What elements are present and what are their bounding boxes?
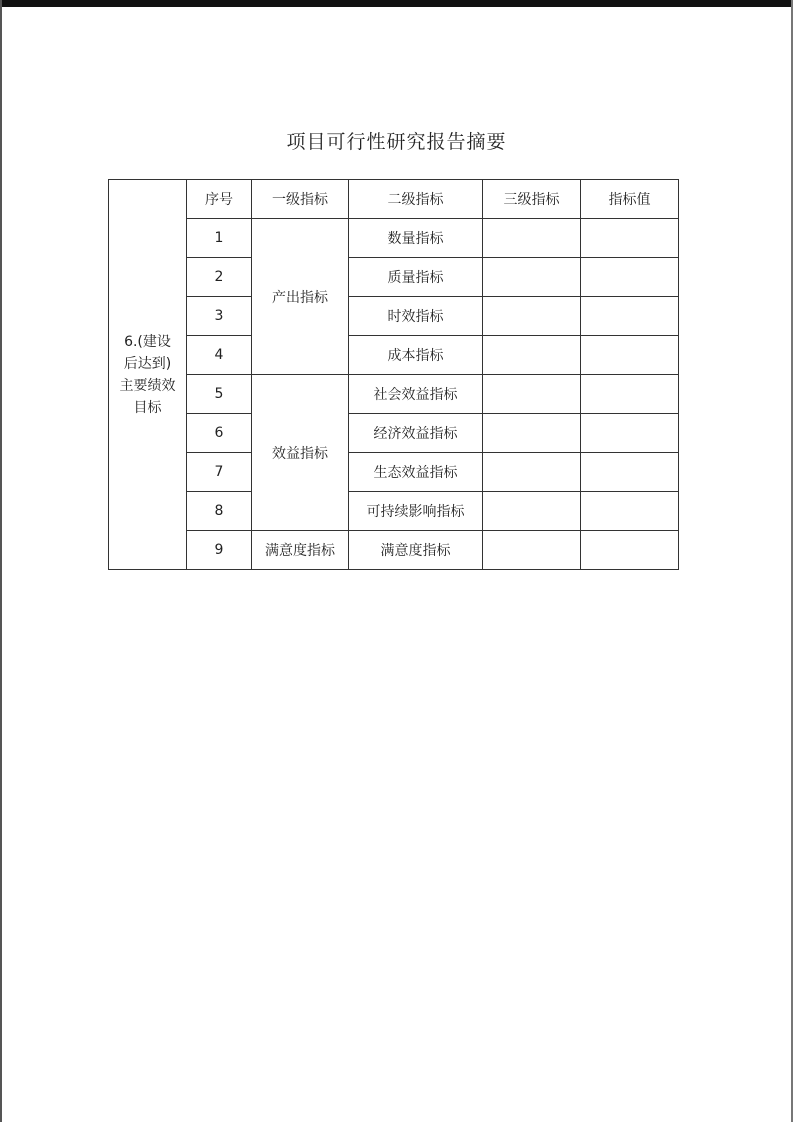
column-header-no: 序号 xyxy=(187,180,252,219)
table-row xyxy=(109,414,679,453)
indicator-value-cell[interactable] xyxy=(581,258,679,297)
row-header-line: 主要绩效 xyxy=(119,377,176,394)
performance-target-table xyxy=(108,179,679,570)
row-number: 5 xyxy=(187,375,252,414)
table-row xyxy=(109,375,679,414)
row-number: 1 xyxy=(187,219,252,258)
level2-indicator: 时效指标 xyxy=(349,297,483,336)
group-satisfaction-indicators: 满意度指标 xyxy=(252,531,349,570)
level2-indicator: 生态效益指标 xyxy=(349,453,483,492)
indicator-value-cell[interactable] xyxy=(581,297,679,336)
row-header-cell xyxy=(109,180,187,570)
level2-indicator: 满意度指标 xyxy=(349,531,483,570)
column-header-level3: 三级指标 xyxy=(483,180,581,219)
level3-indicator-cell[interactable] xyxy=(483,453,581,492)
row-number: 7 xyxy=(187,453,252,492)
page-title: 项目可行性研究报告摘要 xyxy=(286,131,507,153)
indicator-value-cell[interactable] xyxy=(581,453,679,492)
level3-indicator-cell[interactable] xyxy=(483,258,581,297)
level3-indicator-cell[interactable] xyxy=(483,297,581,336)
row-number: 3 xyxy=(187,297,252,336)
level2-indicator: 经济效益指标 xyxy=(349,414,483,453)
row-header-line: 6.(建设 xyxy=(124,333,171,350)
level2-indicator: 质量指标 xyxy=(349,258,483,297)
table-row xyxy=(109,219,679,258)
scan-border-top xyxy=(0,0,793,7)
row-number: 4 xyxy=(187,336,252,375)
level3-indicator-cell[interactable] xyxy=(483,531,581,570)
row-number: 8 xyxy=(187,492,252,531)
indicator-value-cell[interactable] xyxy=(581,336,679,375)
group-output-indicators: 产出指标 xyxy=(252,219,349,375)
table-header-row xyxy=(109,180,679,219)
row-header-line: 目标 xyxy=(133,399,162,416)
table-row xyxy=(109,492,679,531)
scan-border-left xyxy=(0,0,2,1122)
row-header-line: 后达到) xyxy=(123,355,172,372)
column-header-value: 指标值 xyxy=(581,180,679,219)
table-row xyxy=(109,336,679,375)
indicator-value-cell[interactable] xyxy=(581,492,679,531)
level3-indicator-cell[interactable] xyxy=(483,336,581,375)
table-row xyxy=(109,531,679,570)
table-row xyxy=(109,453,679,492)
level3-indicator-cell[interactable] xyxy=(483,219,581,258)
level2-indicator: 社会效益指标 xyxy=(349,375,483,414)
level2-indicator: 成本指标 xyxy=(349,336,483,375)
level3-indicator-cell[interactable] xyxy=(483,492,581,531)
row-number: 6 xyxy=(187,414,252,453)
level3-indicator-cell[interactable] xyxy=(483,414,581,453)
group-benefit-indicators: 效益指标 xyxy=(252,375,349,531)
table-row xyxy=(109,258,679,297)
level3-indicator-cell[interactable] xyxy=(483,375,581,414)
column-header-level1: 一级指标 xyxy=(252,180,349,219)
indicator-value-cell[interactable] xyxy=(581,414,679,453)
level2-indicator: 数量指标 xyxy=(349,219,483,258)
row-number: 9 xyxy=(187,531,252,570)
column-header-level2: 二级指标 xyxy=(349,180,483,219)
level2-indicator: 可持续影响指标 xyxy=(349,492,483,531)
row-number: 2 xyxy=(187,258,252,297)
indicator-value-cell[interactable] xyxy=(581,375,679,414)
indicator-value-cell[interactable] xyxy=(581,219,679,258)
table-row xyxy=(109,297,679,336)
indicator-value-cell[interactable] xyxy=(581,531,679,570)
